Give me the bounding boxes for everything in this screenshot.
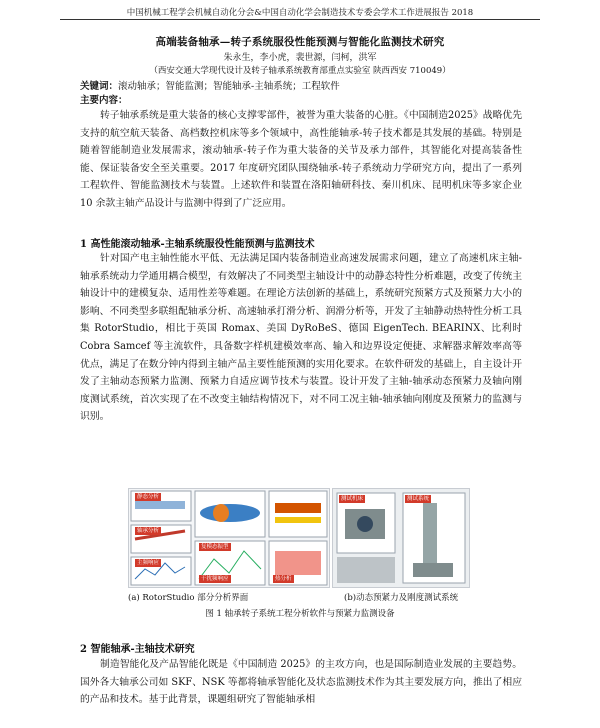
figure-caption: 图 1 轴承转子系统工程分析软件与预紧力监测设备 [205,609,395,619]
figure-1 [128,488,468,586]
section-2-paragraph: 制造智能化及产品智能化既是《中国制造 2025》的主攻方向，也是国际制造业发展的主要趋势。国外各大轴承公司如 SKF、NSK 等都将轴承智能化及状态监测技术作为其主要发展方向，推出了相应的产品和技术。基于此背景，课题组研究了智能轴承相 [80,659,522,706]
figure-subcaption-b: (b)动态预紧力及刚度测试系统 [344,593,459,603]
software-screens-image [129,489,329,587]
tag-test-system: 测试系统 [407,496,430,502]
figure-subcaption-a: (a) RotorStudio 部分分析界面 [128,593,249,603]
keywords-label: 关键词： [80,81,119,92]
authors: 朱永生，李小虎，裴世源，闫柯，洪军 [223,53,377,63]
running-header: 中国机械工程学会机械自动化分会&中国自动化学会制造技术专委会学术工作进展报告 2018 [126,8,474,18]
paper-title: 高端装备轴承—转子系统服役性能预测与智能化监测技术研究 [155,36,445,48]
main-content-label: 主要内容： [80,95,128,106]
keywords-line [80,78,340,92]
tag-mode-shape: 复模态振型 [201,544,229,550]
header-divider [60,19,540,20]
test-system-image [333,489,469,587]
section-1-heading: 1 高性能滚动轴承-主轴系统服役性能预测与监测技术 [80,239,315,250]
affiliation: （西安交通大学现代设计及转子轴承系统教育部重点实验室 陕西西安 710049） [149,66,451,76]
tag-test-machine: 测试机床 [341,496,364,502]
figure-panel-a-software [128,488,330,588]
tag-thermal-analysis: 热分析 [275,576,292,582]
figure-panel-b-test-system [332,488,470,588]
tag-bearing-analysis: 轴承分析 [137,528,160,534]
section-2-heading: 2 智能轴承-主轴技术研究 [80,644,195,655]
section-1-paragraph: 针对国产电主轴性能水平低、无法满足国内装备制造业高速发展需求问题，建立了高速机床主轴-轴承系统动力学通用耦合模型，有效解决了不同类型主轴设计中的动静态特性分析难题，改变了传统主轴设计中的建模复杂、适用性差等难题。在理论方法创新的基础上，系统研究预紧方式及预紧力大小的影响、不同类型多联组配轴承分析、高速轴承打滑分析、润滑分析等，开发了主轴静动热特性分析工具集 RotorStudio，相比于英国 Romax、美国 DyRoBeS、德国 EigenTech. BEARINX、比利时 Cobra Samcef 等主流软件，具备数字样机建模效率高、输入和边界设定便捷、求解器求解效率高等优点，满足了在数分钟内得到主轴产品主要性能预测的实用化要求。在软件研发的基础上，自主设计开发了主轴动态预紧力监测、预紧力自适应调节技术与装置。设计开发了主轴-轴承动态预紧力及轴向刚度测试系统，首次实现了在不改变主轴结构情况下，对不同工况主轴-轴承轴向刚度及预紧力的监测与识别。 [80,253,522,423]
tag-static-analysis: 静态分析 [137,494,160,500]
intro-paragraph: 转子轴承系统是重大装备的核心支撑零部件，被誉为重大装备的心脏。《中国制造2025》战略优先支持的航空航天装备、高档数控机床等多个领域中，高性能轴承-转子技术都是其发展的基础。特别是随着智能制造业发展需求，滚动轴承-转子作为重大装备的关节及承力部件，其智能化对提高装备性能、保证装备安全至关重要。2017 年度研究团队围绕轴承-转子系统动力学研究方向，提出了一系列工程软件、智能监测技术与装置。上述软件和装置在洛阳轴研科技、秦川机床、昆明机床等多家企业 10 余款主轴产品设计与监测中得到了广泛应用。 [80,110,522,209]
keywords-text: 滚动轴承；智能监测；智能轴承-主轴系统；工程软件 [118,81,340,92]
tag-interference-response: 干扰频响应 [201,576,229,582]
tag-frequency-response: 主频响应 [137,560,160,566]
